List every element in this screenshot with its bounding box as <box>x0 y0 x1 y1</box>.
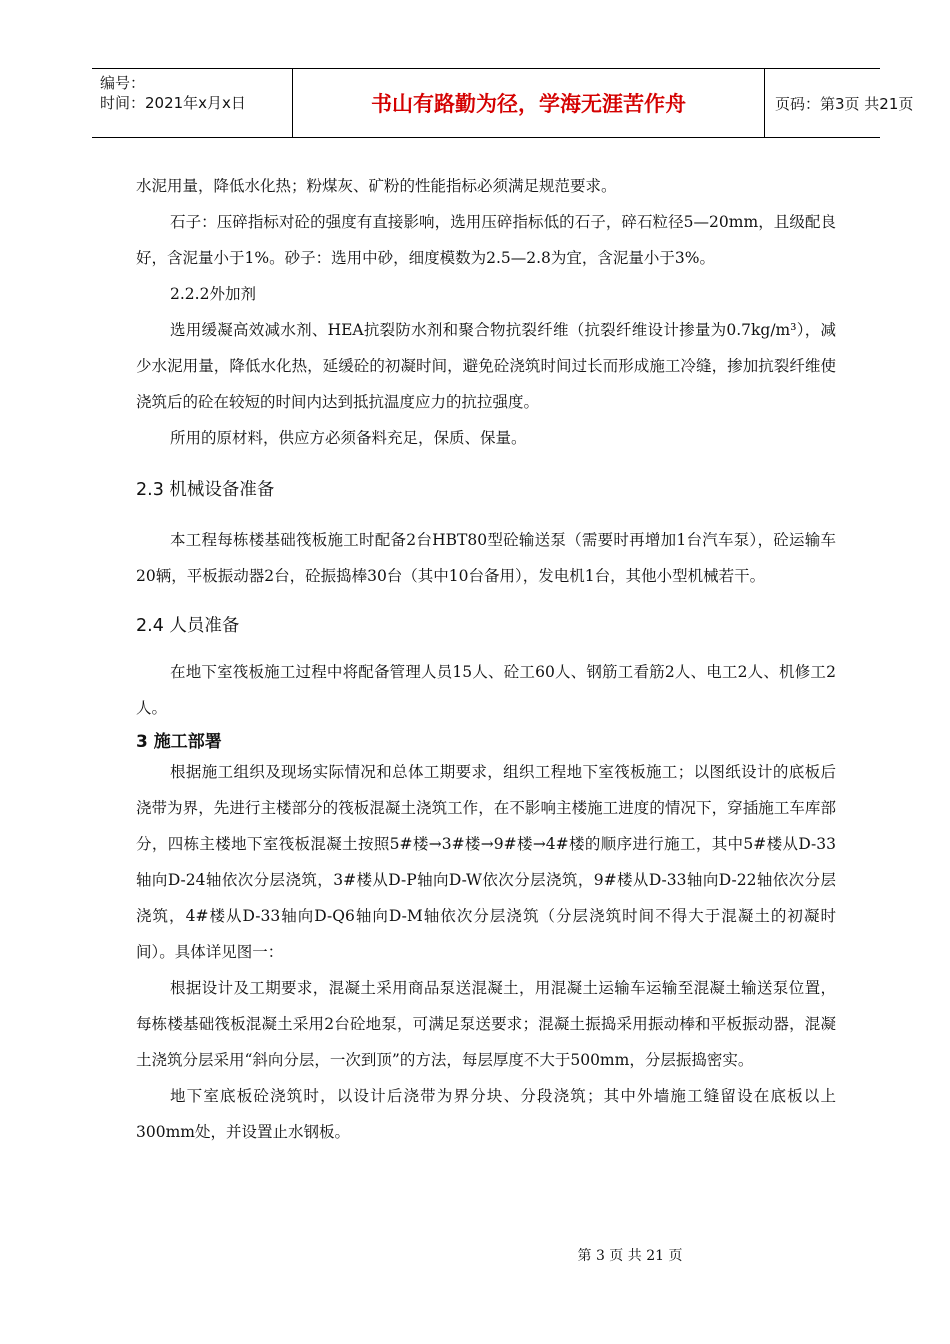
page-header <box>92 68 914 138</box>
footer-page-number: 第 3 页 共 21 页 <box>577 1248 683 1264</box>
document-number-label: 编号： <box>100 74 146 92</box>
section-heading-3: 3 施工部署 <box>136 732 222 752</box>
paragraph: 根据施工组织及现场实际情况和总体工期要求，组织工程地下室筏板施工；以图纸设计的底板后浇带为界，先进行主楼部分的筏板混凝土浇筑工作，在不影响主楼施工进度的情况下，穿插施工车库部分，四栋主楼地下室筏板混凝土按照5#楼→3#楼→9#楼→4#楼的顺序进行施工，其中5#楼从D-33轴向D-24轴依次分层浇筑，3#楼从D-P轴向D-W依次分层浇筑，9#楼从D-33轴向D-22轴依次分层浇筑，4#楼从D-33轴向D-Q6轴向D-M轴依次分层浇筑（分层浇筑时间不得大于混凝土的初凝时间）。具体详见图一： <box>136 763 836 961</box>
section-heading-2-3: 2.3 机械设备准备 <box>136 480 275 500</box>
header-motto: 书山有路勤为径，学海无涯苦作舟 <box>292 69 765 137</box>
paragraph: 所用的原材料，供应方必须备料充足，保质、保量。 <box>170 429 527 447</box>
page-footer <box>0 1245 950 1265</box>
paragraph: 地下室底板砼浇筑时，以设计后浇带为界分块、分段浇筑；其中外墙施工缝留设在底板以上300mm处，并设置止水钢板。 <box>136 1087 836 1141</box>
header-page-info: 页码：第3页 共21页 <box>775 94 914 113</box>
paragraph: 水泥用量，降低水化热；粉煤灰、矿粉的性能指标必须满足规范要求。 <box>136 177 617 195</box>
paragraph: 在地下室筏板施工过程中将配备管理人员15人、砼工60人、钢筋工看筋2人、电工2人、机修工2人。 <box>136 663 836 717</box>
paragraph: 选用缓凝高效减水剂、HEA抗裂防水剂和聚合物抗裂纤维（抗裂纤维设计掺量为0.7kg/m³），减少水泥用量，降低水化热，延缓砼的初凝时间，避免砼浇筑时间过长而形成施工冷缝，掺加抗裂纤维使浇筑后的砼在较短的时间内达到抵抗温度应力的抗拉强度。 <box>136 321 836 411</box>
paragraph: 根据设计及工期要求，混凝土采用商品泵送混凝土，用混凝土运输车运输至混凝土输送泵位置，每栋楼基础筏板混凝土采用2台砼地泵，可满足泵送要求；混凝土振捣采用振动棒和平板振动器，混凝土浇筑分层采用“斜向分层，一次到顶”的方法，每层厚度不大于500mm，分层振捣密实。 <box>136 979 836 1069</box>
paragraph: 本工程每栋楼基础筏板施工时配备2台HBT80型砼输送泵（需要时再增加1台汽车泵），砼运输车20辆，平板振动器2台，砼振捣棒30台（其中10台备用），发电机1台，其他小型机械若干。 <box>136 531 836 585</box>
subsection-heading: 2.2.2外加剂 <box>170 285 256 303</box>
paragraph: 石子：压碎指标对砼的强度有直接影响，选用压碎指标低的石子，碎石粒径5—20mm，且级配良好，含泥量小于1%。砂子：选用中砂，细度模数为2.5—2.8为宜，含泥量小于3%。 <box>136 213 836 267</box>
document-body <box>136 168 836 1150</box>
header-meta <box>92 69 292 137</box>
section-heading-2-4: 2.4 人员准备 <box>136 616 240 636</box>
document-date: 时间：2021年x月x日 <box>100 94 246 112</box>
